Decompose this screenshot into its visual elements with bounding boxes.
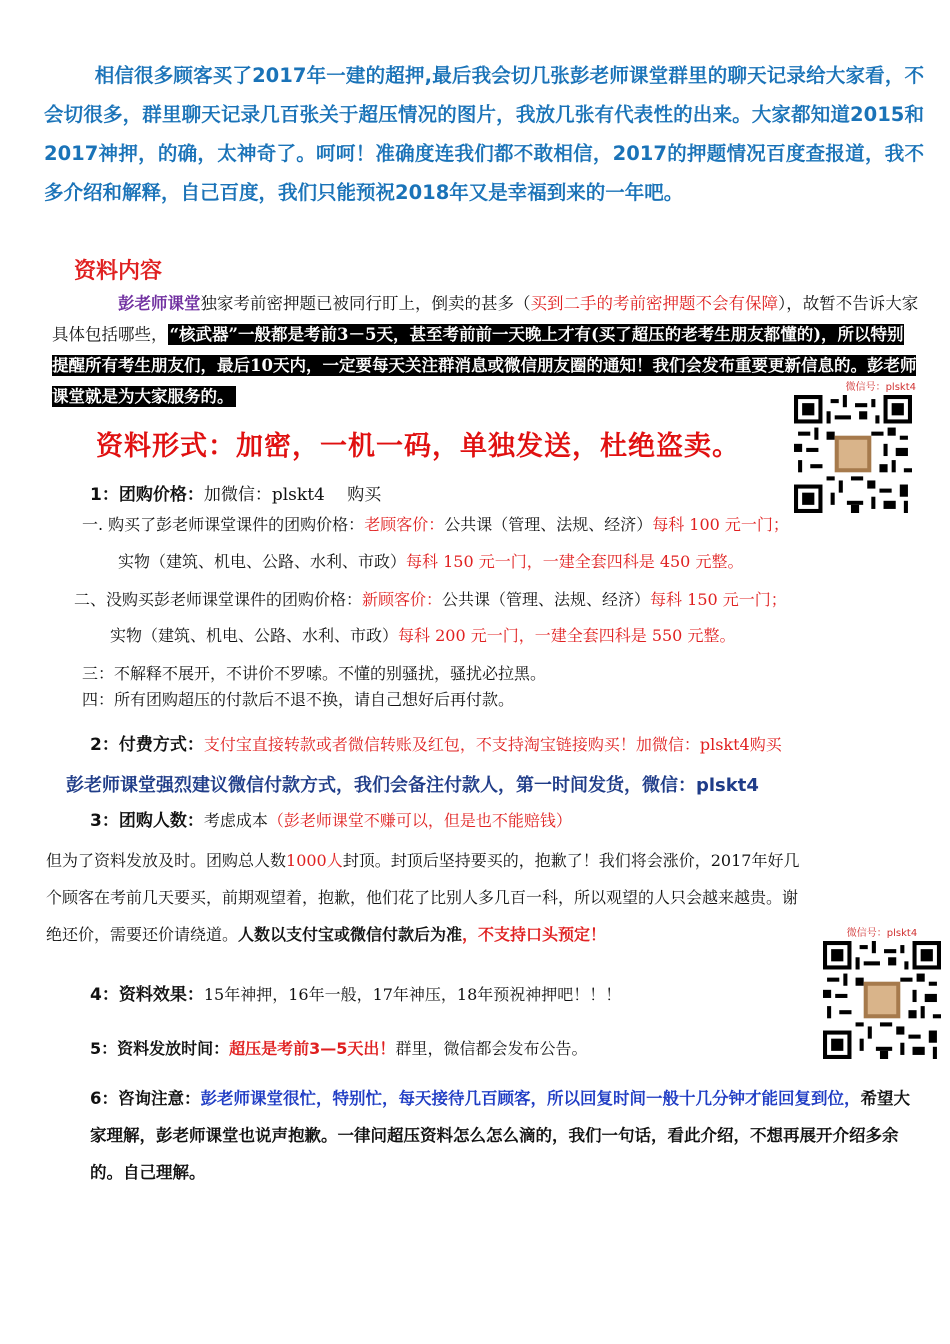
- rule-4: 四：所有团购超压的付款后不退不换，请自己想好后再付款。: [82, 690, 515, 709]
- section-4-heading: [90, 982, 621, 1008]
- price-row-2: [118, 550, 743, 574]
- section-1-num: 1: [90, 485, 102, 505]
- consult-rest: 希望大家理解，彭老师课堂也说声抱歉。一律问超压资料怎么怎么滴的，我们一句话，看此介绍，不想再展开介绍多余的。自己理解。: [90, 1089, 910, 1182]
- format-banner: 资料形式：加密，一机一码，单独发送，杜绝盗卖。: [96, 431, 740, 462]
- qr-block-1: [794, 378, 916, 517]
- group-size-bold: 人数以支付宝或微信付款后为准: [238, 925, 463, 944]
- group-size-lead: 考虑成本: [203, 811, 268, 830]
- price-row-3-mid: 公共课（管理、法规、经济）: [442, 590, 651, 609]
- section-5-num: 5: [90, 1039, 102, 1058]
- price-row-3-prefix: 二、没购买彭老师课堂课件的团购价格：: [74, 590, 363, 609]
- group-size-limit: 1000人: [286, 851, 343, 870]
- price-row-1-mid: 公共课（管理、法规、经济）: [444, 515, 653, 534]
- section-3-title: ：团购人数：: [101, 811, 204, 831]
- price-row-4-prefix: 实物（建筑、机电、公路、水利、市政）: [110, 626, 399, 645]
- effect-text: 15年神押，16年一般，17年神压，18年预祝神押吧！！！: [203, 985, 622, 1004]
- section-5-title: ：资料发放时间：: [101, 1039, 230, 1058]
- price-row-1-prefix: 一. 购买了彭老师课堂课件的团购价格：: [82, 515, 365, 534]
- group-size-tail: ，不支持口头预定！: [462, 925, 607, 944]
- section-1-heading: [90, 482, 381, 508]
- section-1-title: ：团购价格：: [101, 485, 204, 505]
- price-row-1-price: 每科 100 元一门；: [652, 515, 789, 534]
- release-text: 群里，微信都会发布公告。: [395, 1039, 588, 1058]
- price-row-1: [82, 513, 789, 537]
- group-size-paragraph: [46, 842, 810, 953]
- materials-heading: 资料内容: [74, 259, 163, 284]
- materials-text-2: ），故暂不告诉大家具体包括哪些，: [52, 294, 919, 344]
- qr-code-2: [823, 941, 941, 1059]
- consult-blue: 彭老师课堂很忙，特别忙，每天接待几百顾客，所以回复时间一般十几分钟才能回复到位，: [200, 1089, 861, 1108]
- section-2-heading: [90, 732, 782, 758]
- group-size-body-2: 封顶。封顶后坚持要买的，抱歉了！我们将会涨价，2017年好几个顾客在考前几天要买，前期观望着，抱歉，他们花了比别人多几百一科，所以观望的人只会越来越贵。谢绝还价，需要还价请绕道。: [46, 851, 800, 944]
- group-size-body-1: 但为了资料发放及时。团购总人数: [46, 851, 287, 870]
- price-row-3-price: 每科 150 元一门；: [650, 590, 787, 609]
- price-row-4: [110, 624, 735, 648]
- section-4-num: 4: [90, 985, 102, 1005]
- section-6-title: ：咨询注意：: [101, 1089, 201, 1108]
- qr-code-1: [794, 395, 912, 513]
- price-row-4-price: 每科 200 元一门，一建全套四科是 550 元整。: [398, 626, 736, 645]
- price-row-3: [74, 588, 787, 612]
- section-5-heading: [90, 1036, 587, 1062]
- section-2-title: ：付费方式：: [101, 735, 204, 755]
- materials-highlight: “核武器”一般都是考前3－5天，甚至考前前一天晚上才有(买了超压的老考生朋友都懂的)，所以特别提醒所有考生朋友们，最后10天内，一定要每天关注群消息或微信朋友圈的通知！我们会发布重要更新信息的。彭老师课堂就是为大家服务的。: [52, 325, 917, 406]
- qr-block-2: [820, 924, 944, 1063]
- payment-text: 支付宝直接转款或者微信转账及红包，不支持淘宝链接购买！加微信：plskt4购买: [203, 735, 782, 754]
- payment-advice: 彭老师课堂强烈建议微信付款方式，我们会备注付款人，第一时间发货，微信：plskt4: [66, 775, 759, 796]
- group-size-paren: （彭老师课堂不赚可以，但是也不能赔钱）: [267, 811, 572, 830]
- materials-text-1: 独家考前密押题已被同行盯上，倒卖的甚多（: [200, 294, 531, 313]
- section-3-num: 3: [90, 811, 102, 831]
- qr-caption-1: 微信号：plskt4: [845, 382, 916, 393]
- rule-3: 三：不解释不展开，不讲价不罗嗦。不懂的别骚扰，骚扰必拉黑。: [82, 664, 547, 683]
- section-6-paragraph: [90, 1080, 926, 1191]
- section-1-contact: 加微信：plskt4 购买: [203, 485, 382, 505]
- release-highlight: 超压是考前3—5天出！: [229, 1039, 396, 1058]
- price-row-3-tag: 新顾客价：: [362, 590, 443, 609]
- qr-caption-2: 微信号：plskt4: [846, 928, 918, 939]
- materials-paragraph: [52, 288, 920, 412]
- materials-warning: 买到二手的考前密押题不会有保障: [530, 294, 778, 313]
- section-6-num: 6: [90, 1089, 102, 1108]
- brand-name: 彭老师课堂: [118, 294, 201, 313]
- price-row-1-tag: 老顾客价：: [364, 515, 445, 534]
- section-2-num: 2: [90, 735, 102, 755]
- price-row-2-price: 每科 150 元一门，一建全套四科是 450 元整。: [406, 552, 744, 571]
- price-row-2-prefix: 实物（建筑、机电、公路、水利、市政）: [118, 552, 407, 571]
- section-4-title: ：资料效果：: [101, 985, 204, 1005]
- intro-paragraph: 相信很多顾客买了2017年一建的超押,最后我会切几张彭老师课堂群里的聊天记录给大家看，不会切很多，群里聊天记录几百张关于超压情况的图片，我放几张有代表性的出来。大家都知道2015和2017神押，的确，太神奇了。呵呵！准确度连我们都不敢相信，2017的押题情况百度查报道，我不多介绍和解释，自己百度，我们只能预祝2018年又是幸福到来的一年吧。: [44, 64, 924, 204]
- section-3-heading: [90, 808, 572, 834]
